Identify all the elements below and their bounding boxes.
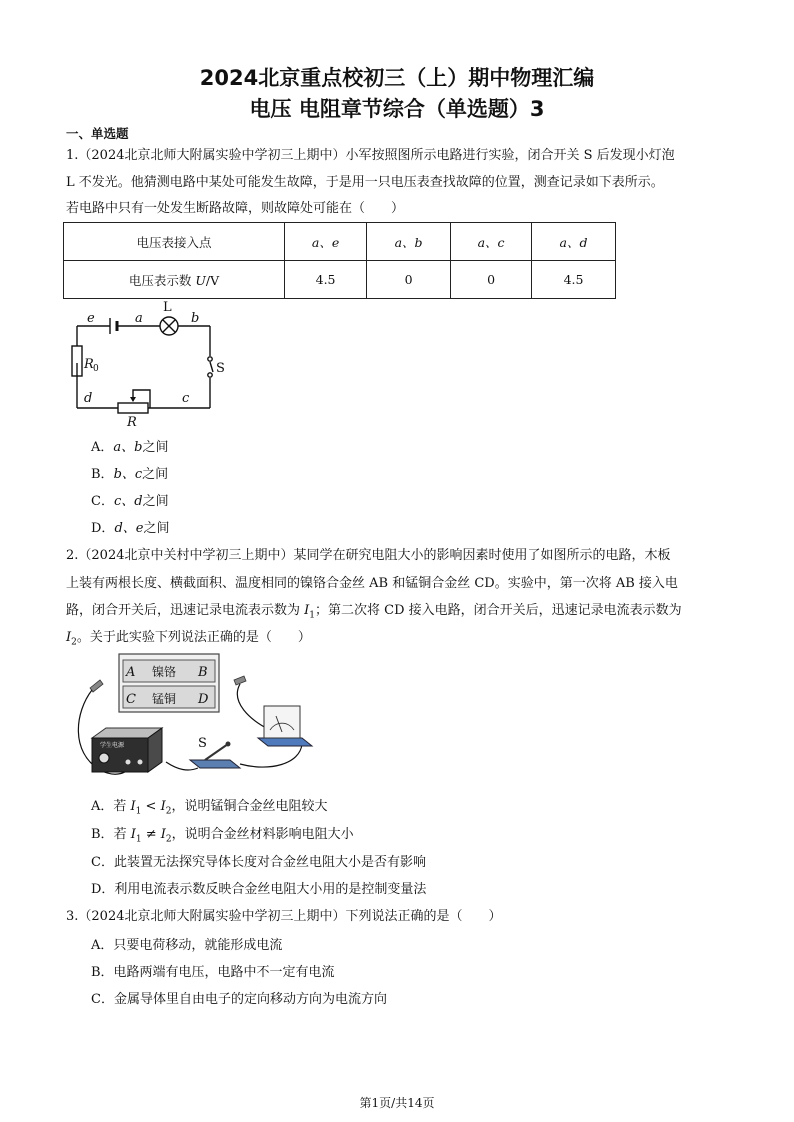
label-r0-sub: 0	[93, 364, 99, 374]
option-operator: ≠	[141, 827, 161, 842]
option-text: ，说明锰铜合金丝电阻较大	[171, 799, 328, 814]
q2-option-b[interactable]	[91, 823, 354, 845]
var-i: I	[304, 603, 310, 618]
var-sub: 1	[309, 610, 316, 621]
reading-header-var: U	[195, 272, 206, 288]
doc-title-line2: 电压 电阻章节综合（单选题）3	[249, 97, 545, 121]
var-sub: 2	[71, 637, 77, 648]
q2-option-d[interactable]: D．利用电流表示数反映合金丝电阻大小用的是控制变量法	[91, 882, 427, 897]
var-i: I	[160, 827, 166, 842]
option-letter: B．	[91, 467, 114, 482]
q2-stem-line1: 2.（2024北京中关村中学初三上期中）某同学在研究电阻大小的影响因素时使用了如图所示的电路，木板	[66, 548, 671, 563]
option-operator: <	[141, 799, 161, 814]
table-row	[64, 223, 616, 261]
option-text: 若	[113, 827, 131, 842]
label-switch: S	[198, 736, 207, 751]
option-vars: a、b	[113, 440, 143, 455]
clip-right-icon	[234, 676, 246, 685]
label-r0: R	[84, 357, 94, 372]
switch-lever	[205, 744, 228, 760]
var-sub: 1	[135, 834, 142, 845]
option-suffix: 之间	[143, 521, 170, 536]
option-vars: b、c	[113, 467, 143, 482]
q1-stem-line1: 1.（2024北京北师大附属实验中学初三上期中）小军按照图所示电路进行实验，闭合开关 S 后发现小灯泡	[66, 148, 675, 163]
var-i: I	[130, 799, 136, 814]
var-sub: 2	[165, 834, 172, 845]
label-nicr: 镍铬	[152, 665, 177, 679]
table-cell-point	[285, 223, 367, 261]
section-heading: 一、单选题	[66, 126, 129, 141]
label-e: e	[87, 311, 95, 326]
stem-text: 路，闭合开关后，迅速记录电流表示数为	[66, 603, 305, 618]
stem-text: ；第二次将 CD 接入电路，闭合开关后，迅速记录电流表示数为	[315, 603, 682, 618]
q3-option-b[interactable]: B．电路两端有电压，电路中不一定有电流	[91, 965, 335, 980]
q2-stem-line3	[66, 599, 746, 621]
q2-apparatus-illustration	[70, 652, 350, 788]
option-text: 若	[113, 799, 131, 814]
option-letter: A．	[91, 440, 114, 455]
q2-stem-line2: 上装有两根长度、横截面积、温度相同的镍铬合金丝 AB 和锰铜合金丝 CD。实验中，第一次将 AB 接入电	[66, 576, 678, 591]
table-cell-point	[532, 223, 616, 261]
option-letter: A．	[91, 799, 114, 814]
q1-voltage-table	[63, 222, 616, 299]
table-header-points: 电压表接入点	[64, 223, 285, 261]
point-ac: a、c	[477, 234, 505, 250]
switch-contact	[208, 357, 212, 361]
var-sub: 2	[165, 806, 172, 817]
label-c: c	[182, 391, 190, 406]
table-cell-point	[451, 223, 532, 261]
q1-option-a[interactable]	[91, 436, 168, 455]
var-sub: 1	[135, 806, 142, 817]
label-d: D	[198, 692, 209, 707]
terminal-icon	[126, 760, 131, 765]
ammeter-icon	[264, 706, 300, 738]
label-a: a	[135, 311, 143, 326]
point-ab: a、b	[394, 234, 423, 250]
table-cell-reading: 0	[367, 261, 451, 299]
label-d: d	[84, 391, 93, 406]
switch-contact	[208, 373, 212, 377]
q2-option-c[interactable]: C．此装置无法探究导体长度对合金丝电阻大小是否有影响	[91, 855, 426, 870]
table-cell-point	[367, 223, 451, 261]
wire	[240, 744, 302, 767]
var-i: I	[66, 630, 72, 645]
q1-option-b[interactable]	[91, 463, 168, 482]
option-vars: d、e	[114, 521, 144, 536]
option-vars: c、d	[113, 494, 143, 509]
point-ae: a、e	[311, 234, 340, 250]
q1-option-d[interactable]	[91, 517, 169, 536]
option-suffix: 之间	[142, 494, 169, 509]
option-text: ，说明合金丝材料影响电阻大小	[171, 827, 354, 842]
table-cell-reading: 0	[451, 261, 532, 299]
reading-header-text: 电压表示数	[128, 272, 196, 288]
reading-header-unit: /V	[205, 272, 220, 288]
var-i: I	[160, 799, 166, 814]
point-ad: a、d	[559, 234, 588, 250]
page-footer: 第1页/共14页	[359, 1096, 435, 1110]
doc-title-line1: 2024北京重点校初三（上）期中物理汇编	[199, 66, 595, 90]
table-cell-reading: 4.5	[532, 261, 616, 299]
label-mncu: 锰铜	[152, 692, 177, 706]
label-switch: S	[216, 361, 225, 376]
option-suffix: 之间	[142, 440, 169, 455]
q2-stem-line4	[66, 626, 746, 648]
table-cell-reading: 4.5	[285, 261, 367, 299]
terminal-icon	[138, 760, 143, 765]
q1-stem-line2: L 不发光。他猜测电路中某处可能发生故障，于是用一只电压表查找故障的位置，测查记录如下表所示。	[66, 175, 664, 190]
label-b: b	[191, 311, 200, 326]
option-letter: D．	[91, 521, 115, 536]
q2-option-a[interactable]	[91, 795, 327, 817]
switch-handle-icon	[226, 742, 231, 747]
table-row	[64, 261, 616, 299]
stem-text: 。关于此实验下列说法正确的是（ ）	[76, 630, 311, 645]
label-b: B	[198, 665, 208, 680]
q1-circuit-diagram	[60, 298, 230, 430]
knob-icon	[99, 753, 109, 763]
option-letter: C．	[91, 494, 114, 509]
q1-stem-line3: 若电路中只有一处发生断路故障，则故障处可能在（ ）	[66, 201, 405, 216]
label-c: C	[126, 692, 136, 707]
switch-blade	[210, 362, 213, 372]
option-letter: B．	[91, 827, 114, 842]
option-suffix: 之间	[142, 467, 169, 482]
q1-option-c[interactable]	[91, 490, 169, 509]
slider-arrow-icon	[130, 397, 136, 402]
rheostat-icon	[118, 403, 148, 413]
table-header-readings	[64, 261, 285, 299]
label-a: A	[126, 665, 136, 680]
var-i: I	[130, 827, 136, 842]
q3-stem-line1: 3.（2024北京北师大附属实验中学初三上期中）下列说法正确的是（ ）	[66, 909, 502, 924]
label-lamp: L	[163, 300, 172, 315]
switch-base	[190, 760, 240, 768]
q3-option-a[interactable]: A．只要电荷移动，就能形成电流	[91, 938, 283, 953]
q3-option-c[interactable]: C．金属导体里自由电子的定向移动方向为电流方向	[91, 992, 387, 1007]
label-r: R	[127, 415, 137, 430]
supply-label: 学生电源	[100, 742, 125, 749]
ammeter-base	[258, 738, 312, 746]
